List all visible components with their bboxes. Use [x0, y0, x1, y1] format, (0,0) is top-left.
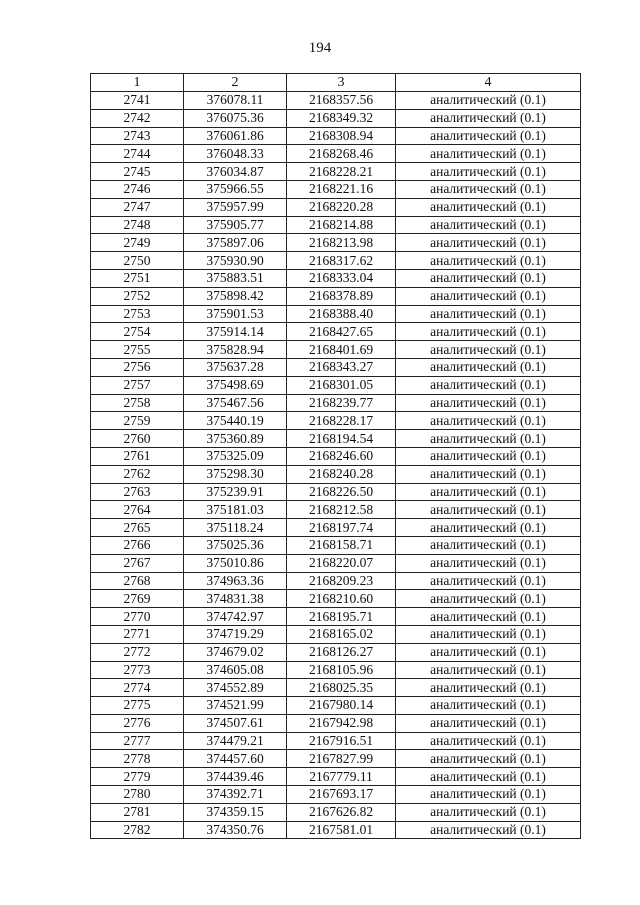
y-coordinate-cell: 2168268.46	[287, 145, 396, 163]
table-row	[91, 786, 581, 804]
method-cell: аналитический (0.1)	[396, 269, 581, 287]
table-row	[91, 127, 581, 145]
method-cell: аналитический (0.1)	[396, 590, 581, 608]
method-cell: аналитический (0.1)	[396, 163, 581, 181]
x-coordinate-cell: 374439.46	[184, 768, 287, 786]
x-coordinate-cell: 374679.02	[184, 643, 287, 661]
table-row	[91, 768, 581, 786]
y-coordinate-cell: 2168349.32	[287, 109, 396, 127]
table-row	[91, 447, 581, 465]
table-row	[91, 92, 581, 110]
point-number-cell: 2759	[91, 412, 184, 430]
table-row	[91, 323, 581, 341]
table-row	[91, 519, 581, 537]
point-number-cell: 2755	[91, 341, 184, 359]
point-number-cell: 2766	[91, 536, 184, 554]
point-number-cell: 2768	[91, 572, 184, 590]
y-coordinate-cell: 2167916.51	[287, 732, 396, 750]
method-cell: аналитический (0.1)	[396, 92, 581, 110]
table-row	[91, 430, 581, 448]
method-cell: аналитический (0.1)	[396, 803, 581, 821]
x-coordinate-cell: 375025.36	[184, 536, 287, 554]
y-coordinate-cell: 2167779.11	[287, 768, 396, 786]
point-number-cell: 2752	[91, 287, 184, 305]
point-number-cell: 2762	[91, 465, 184, 483]
method-cell: аналитический (0.1)	[396, 109, 581, 127]
point-number-cell: 2774	[91, 679, 184, 697]
y-coordinate-cell: 2168220.07	[287, 554, 396, 572]
y-coordinate-cell: 2168209.23	[287, 572, 396, 590]
table-row	[91, 252, 581, 270]
point-number-cell: 2778	[91, 750, 184, 768]
method-cell: аналитический (0.1)	[396, 323, 581, 341]
method-cell: аналитический (0.1)	[396, 625, 581, 643]
method-cell: аналитический (0.1)	[396, 198, 581, 216]
table-row	[91, 180, 581, 198]
y-coordinate-cell: 2168378.89	[287, 287, 396, 305]
method-cell: аналитический (0.1)	[396, 447, 581, 465]
x-coordinate-cell: 375298.30	[184, 465, 287, 483]
x-coordinate-cell: 374552.89	[184, 679, 287, 697]
table-row	[91, 732, 581, 750]
table-row	[91, 590, 581, 608]
table-row	[91, 198, 581, 216]
point-number-cell: 2776	[91, 714, 184, 732]
table-row	[91, 750, 581, 768]
point-number-cell: 2779	[91, 768, 184, 786]
column-header-3: 3	[287, 74, 396, 92]
point-number-cell: 2756	[91, 358, 184, 376]
y-coordinate-cell: 2168357.56	[287, 92, 396, 110]
point-number-cell: 2767	[91, 554, 184, 572]
point-number-cell: 2771	[91, 625, 184, 643]
x-coordinate-cell: 374457.60	[184, 750, 287, 768]
point-number-cell: 2765	[91, 519, 184, 537]
table-row	[91, 697, 581, 715]
method-cell: аналитический (0.1)	[396, 483, 581, 501]
point-number-cell: 2757	[91, 376, 184, 394]
point-number-cell: 2742	[91, 109, 184, 127]
point-number-cell: 2775	[91, 697, 184, 715]
table-row	[91, 643, 581, 661]
table-row	[91, 234, 581, 252]
point-number-cell: 2748	[91, 216, 184, 234]
method-cell: аналитический (0.1)	[396, 180, 581, 198]
method-cell: аналитический (0.1)	[396, 234, 581, 252]
y-coordinate-cell: 2168158.71	[287, 536, 396, 554]
table-row	[91, 465, 581, 483]
y-coordinate-cell: 2167626.82	[287, 803, 396, 821]
x-coordinate-cell: 374521.99	[184, 697, 287, 715]
y-coordinate-cell: 2168195.71	[287, 608, 396, 626]
y-coordinate-cell: 2168214.88	[287, 216, 396, 234]
point-number-cell: 2744	[91, 145, 184, 163]
table-row	[91, 287, 581, 305]
point-number-cell: 2750	[91, 252, 184, 270]
method-cell: аналитический (0.1)	[396, 358, 581, 376]
y-coordinate-cell: 2168240.28	[287, 465, 396, 483]
point-number-cell: 2747	[91, 198, 184, 216]
table-row	[91, 163, 581, 181]
table-row	[91, 679, 581, 697]
y-coordinate-cell: 2168210.60	[287, 590, 396, 608]
table-row	[91, 376, 581, 394]
x-coordinate-cell: 374507.61	[184, 714, 287, 732]
table-row	[91, 305, 581, 323]
table-row	[91, 269, 581, 287]
x-coordinate-cell: 375905.77	[184, 216, 287, 234]
method-cell: аналитический (0.1)	[396, 376, 581, 394]
point-number-cell: 2769	[91, 590, 184, 608]
table-row	[91, 216, 581, 234]
table-row	[91, 501, 581, 519]
x-coordinate-cell: 375957.99	[184, 198, 287, 216]
method-cell: аналитический (0.1)	[396, 768, 581, 786]
method-cell: аналитический (0.1)	[396, 714, 581, 732]
y-coordinate-cell: 2167827.99	[287, 750, 396, 768]
point-number-cell: 2749	[91, 234, 184, 252]
point-number-cell: 2741	[91, 92, 184, 110]
x-coordinate-cell: 375181.03	[184, 501, 287, 519]
method-cell: аналитический (0.1)	[396, 661, 581, 679]
point-number-cell: 2753	[91, 305, 184, 323]
point-number-cell: 2763	[91, 483, 184, 501]
x-coordinate-cell: 374479.21	[184, 732, 287, 750]
table-header-row	[91, 74, 581, 92]
x-coordinate-cell: 376048.33	[184, 145, 287, 163]
x-coordinate-cell: 376078.11	[184, 92, 287, 110]
x-coordinate-cell: 375360.89	[184, 430, 287, 448]
method-cell: аналитический (0.1)	[396, 821, 581, 839]
x-coordinate-cell: 374831.38	[184, 590, 287, 608]
y-coordinate-cell: 2168220.28	[287, 198, 396, 216]
x-coordinate-cell: 375637.28	[184, 358, 287, 376]
method-cell: аналитический (0.1)	[396, 608, 581, 626]
method-cell: аналитический (0.1)	[396, 216, 581, 234]
method-cell: аналитический (0.1)	[396, 252, 581, 270]
x-coordinate-cell: 375118.24	[184, 519, 287, 537]
table-row	[91, 109, 581, 127]
point-number-cell: 2777	[91, 732, 184, 750]
y-coordinate-cell: 2168246.60	[287, 447, 396, 465]
method-cell: аналитический (0.1)	[396, 465, 581, 483]
table-row	[91, 412, 581, 430]
y-coordinate-cell: 2168228.21	[287, 163, 396, 181]
y-coordinate-cell: 2168165.02	[287, 625, 396, 643]
table-row	[91, 536, 581, 554]
page-number: 194	[308, 40, 332, 56]
x-coordinate-cell: 375467.56	[184, 394, 287, 412]
y-coordinate-cell: 2168221.16	[287, 180, 396, 198]
method-cell: аналитический (0.1)	[396, 145, 581, 163]
y-coordinate-cell: 2168226.50	[287, 483, 396, 501]
y-coordinate-cell: 2168239.77	[287, 394, 396, 412]
x-coordinate-cell: 374350.76	[184, 821, 287, 839]
table-row	[91, 572, 581, 590]
y-coordinate-cell: 2168025.35	[287, 679, 396, 697]
y-coordinate-cell: 2168228.17	[287, 412, 396, 430]
method-cell: аналитический (0.1)	[396, 287, 581, 305]
x-coordinate-cell: 374963.36	[184, 572, 287, 590]
point-number-cell: 2743	[91, 127, 184, 145]
y-coordinate-cell: 2167942.98	[287, 714, 396, 732]
method-cell: аналитический (0.1)	[396, 732, 581, 750]
x-coordinate-cell: 374742.97	[184, 608, 287, 626]
table-body	[91, 74, 581, 839]
point-number-cell: 2770	[91, 608, 184, 626]
x-coordinate-cell: 375498.69	[184, 376, 287, 394]
y-coordinate-cell: 2167581.01	[287, 821, 396, 839]
x-coordinate-cell: 375914.14	[184, 323, 287, 341]
point-number-cell: 2754	[91, 323, 184, 341]
method-cell: аналитический (0.1)	[396, 127, 581, 145]
x-coordinate-cell: 375239.91	[184, 483, 287, 501]
y-coordinate-cell: 2168308.94	[287, 127, 396, 145]
x-coordinate-cell: 375010.86	[184, 554, 287, 572]
table-row	[91, 608, 581, 626]
x-coordinate-cell: 375898.42	[184, 287, 287, 305]
point-number-cell: 2781	[91, 803, 184, 821]
x-coordinate-cell: 374392.71	[184, 786, 287, 804]
point-number-cell: 2746	[91, 180, 184, 198]
point-number-cell: 2764	[91, 501, 184, 519]
point-number-cell: 2761	[91, 447, 184, 465]
y-coordinate-cell: 2168301.05	[287, 376, 396, 394]
method-cell: аналитический (0.1)	[396, 643, 581, 661]
x-coordinate-cell: 375440.19	[184, 412, 287, 430]
y-coordinate-cell: 2168126.27	[287, 643, 396, 661]
table-row	[91, 661, 581, 679]
point-number-cell: 2758	[91, 394, 184, 412]
x-coordinate-cell: 374719.29	[184, 625, 287, 643]
x-coordinate-cell: 374605.08	[184, 661, 287, 679]
x-coordinate-cell: 376034.87	[184, 163, 287, 181]
x-coordinate-cell: 374359.15	[184, 803, 287, 821]
method-cell: аналитический (0.1)	[396, 430, 581, 448]
method-cell: аналитический (0.1)	[396, 679, 581, 697]
y-coordinate-cell: 2168427.65	[287, 323, 396, 341]
y-coordinate-cell: 2168343.27	[287, 358, 396, 376]
x-coordinate-cell: 375930.90	[184, 252, 287, 270]
method-cell: аналитический (0.1)	[396, 341, 581, 359]
table-row	[91, 394, 581, 412]
x-coordinate-cell: 376075.36	[184, 109, 287, 127]
method-cell: аналитический (0.1)	[396, 786, 581, 804]
y-coordinate-cell: 2167980.14	[287, 697, 396, 715]
table-row	[91, 821, 581, 839]
method-cell: аналитический (0.1)	[396, 554, 581, 572]
x-coordinate-cell: 375828.94	[184, 341, 287, 359]
method-cell: аналитический (0.1)	[396, 305, 581, 323]
y-coordinate-cell: 2168212.58	[287, 501, 396, 519]
point-number-cell: 2782	[91, 821, 184, 839]
y-coordinate-cell: 2168194.54	[287, 430, 396, 448]
x-coordinate-cell: 375325.09	[184, 447, 287, 465]
x-coordinate-cell: 375966.55	[184, 180, 287, 198]
table-row	[91, 625, 581, 643]
method-cell: аналитический (0.1)	[396, 519, 581, 537]
method-cell: аналитический (0.1)	[396, 750, 581, 768]
y-coordinate-cell: 2168333.04	[287, 269, 396, 287]
method-cell: аналитический (0.1)	[396, 697, 581, 715]
method-cell: аналитический (0.1)	[396, 501, 581, 519]
y-coordinate-cell: 2168388.40	[287, 305, 396, 323]
column-header-4: 4	[396, 74, 581, 92]
x-coordinate-cell: 376061.86	[184, 127, 287, 145]
table-row	[91, 341, 581, 359]
table-row	[91, 145, 581, 163]
x-coordinate-cell: 375901.53	[184, 305, 287, 323]
column-header-2: 2	[184, 74, 287, 92]
point-number-cell: 2760	[91, 430, 184, 448]
y-coordinate-cell: 2168401.69	[287, 341, 396, 359]
point-number-cell: 2745	[91, 163, 184, 181]
table-row	[91, 714, 581, 732]
table-row	[91, 803, 581, 821]
y-coordinate-cell: 2167693.17	[287, 786, 396, 804]
y-coordinate-cell: 2168213.98	[287, 234, 396, 252]
table-row	[91, 554, 581, 572]
point-number-cell: 2780	[91, 786, 184, 804]
x-coordinate-cell: 375883.51	[184, 269, 287, 287]
coordinates-table	[90, 73, 581, 839]
point-number-cell: 2751	[91, 269, 184, 287]
point-number-cell: 2773	[91, 661, 184, 679]
method-cell: аналитический (0.1)	[396, 394, 581, 412]
y-coordinate-cell: 2168197.74	[287, 519, 396, 537]
y-coordinate-cell: 2168105.96	[287, 661, 396, 679]
method-cell: аналитический (0.1)	[396, 572, 581, 590]
table-row	[91, 358, 581, 376]
x-coordinate-cell: 375897.06	[184, 234, 287, 252]
point-number-cell: 2772	[91, 643, 184, 661]
method-cell: аналитический (0.1)	[396, 412, 581, 430]
column-header-1: 1	[91, 74, 184, 92]
table-row	[91, 483, 581, 501]
method-cell: аналитический (0.1)	[396, 536, 581, 554]
y-coordinate-cell: 2168317.62	[287, 252, 396, 270]
